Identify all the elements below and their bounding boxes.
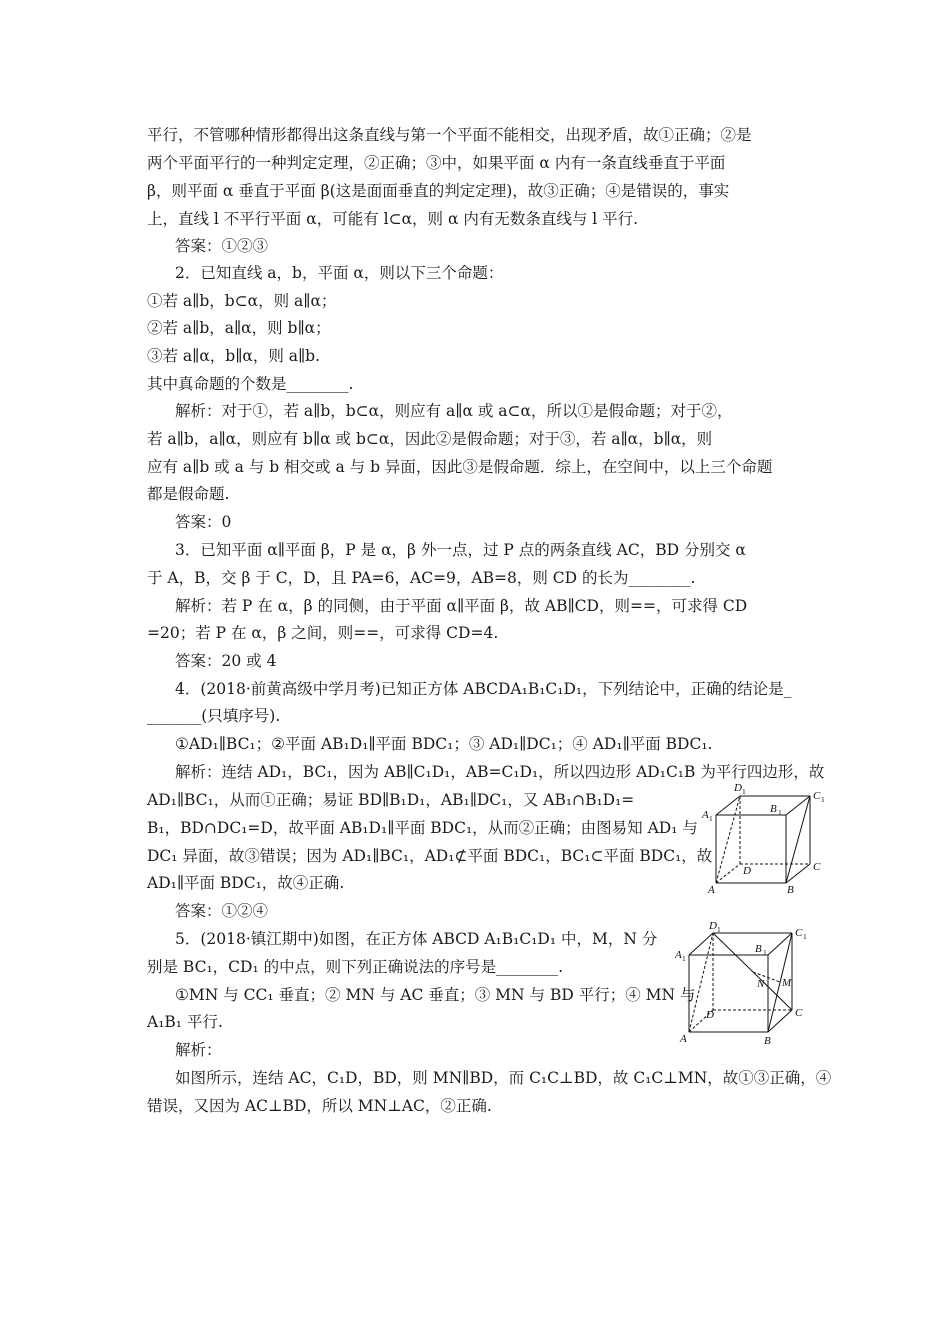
question-4-stem: 4．(2018·前黄高级中学月考)已知正方体 ABCDA₁B₁C₁D₁，下列结论中，正确的结论是_ (175, 680, 792, 698)
vertex-label: B (770, 803, 777, 815)
solution-line: 应有 a∥b 或 a 与 b 相交或 a 与 b 异面，因此③是假命题．综上，在空间中，以上三个命题 (147, 458, 773, 476)
vertex-subscript: 1 (821, 795, 825, 804)
vertex-subscript: 1 (682, 954, 686, 963)
text-line: 上，直线 l 不平行平面 α，可能有 l⊂α，则 α 内有无数条直线与 l 平行. (147, 210, 639, 228)
question-5-options: ①MN 与 CC₁ 垂直；② MN 与 AC 垂直；③ MN 与 BD 平行；④ MN 与 (175, 986, 696, 1004)
question-5-stem: 别是 BC₁，CD₁ 的中点，则下列正确说法的序号是________. (147, 958, 564, 976)
vertex-label: B (787, 884, 794, 896)
vertex-label: C (813, 861, 821, 873)
solution-line: 若 a∥b，a∥α，则应有 b∥α 或 b⊂α，因此②是假命题；对于③，若 a∥α，b∥α，则 (147, 430, 713, 448)
vertex-subscript: 1 (803, 932, 807, 941)
solution-line: 错误，又因为 AC⊥BD，所以 MN⊥AC，②正确. (147, 1097, 492, 1115)
proposition-1: ①若 a∥b，b⊂α，则 a∥α； (147, 292, 337, 310)
vertex-label: C (795, 1007, 803, 1019)
answer-line: 答案：0 (175, 513, 232, 531)
text-line: 两个平面平行的一种判定定理，②正确；③中，如果平面 α 内有一条直线垂直于平面 (147, 154, 726, 172)
vertex-label: B (764, 1035, 771, 1047)
vertex-label: D (734, 782, 742, 794)
question-4-stem: _______(只填序号). (147, 707, 281, 725)
proposition-2: ②若 a∥b，a∥α，则 b∥α； (147, 319, 331, 337)
text-line: 平行，不管哪种情形都得出这条直线与第一个平面不能相交，出现矛盾，故①正确；②是 (147, 126, 752, 144)
point-label: N (757, 978, 765, 990)
proposition-3: ③若 a∥α，b∥α，则 a∥b. (147, 347, 321, 365)
solution-line: AD₁∥平面 BDC₁，故④正确. (147, 874, 345, 892)
vertex-subscript: 1 (778, 808, 782, 817)
question-2-stem: 2．已知直线 a，b，平面 α，则以下三个命题： (175, 264, 504, 282)
vertex-label: B (755, 943, 762, 955)
solution-line: 解析：对于①，若 a∥b，b⊂α，则应有 a∥α 或 a⊂α，所以①是假命题；对于②， (175, 402, 733, 420)
solution-label: 解析： (175, 1041, 222, 1059)
vertex-subscript: 1 (717, 925, 721, 934)
vertex-label: A (675, 949, 682, 961)
question-4-options: ①AD₁∥BC₁；②平面 AB₁D₁∥平面 BDC₁；③ AD₁∥DC₁；④ AD₁∥平面 BDC₁. (175, 735, 713, 753)
cube-figure-1 (700, 778, 835, 896)
answer-line: 答案：①②③ (175, 237, 269, 255)
question-5-options: A₁B₁ 平行. (147, 1013, 223, 1031)
answer-line: 答案：①②④ (175, 902, 269, 920)
vertex-label: D (709, 920, 717, 932)
solution-line: 解析：连结 AD₁，BC₁，因为 AB∥C₁D₁，AB=C₁D₁，所以四边形 AD₁C₁B 为平行四边形，故 (175, 763, 825, 781)
text-line: β，则平面 α 垂直于平面 β(这是面面垂直的判定定理)，故③正确；④是错误的，事实 (147, 182, 730, 200)
vertex-label: C (795, 927, 803, 939)
question-5-stem: 5．(2018·镇江期中)如图，在正方体 ABCD A₁B₁C₁D₁ 中，M，N 分 (175, 930, 658, 948)
solution-line: 如图所示，连结 AC，C₁D，BD，则 MN∥BD，而 C₁C⊥BD，故 C₁C⊥MN，故①③正确，④ (175, 1069, 832, 1087)
solution-line: =20；若 P 在 α，β 之间，则==，可求得 CD=4. (147, 624, 499, 642)
vertex-label: A (708, 884, 715, 896)
point-label: M (782, 977, 792, 989)
vertex-subscript: 1 (763, 948, 767, 957)
vertex-subscript: 1 (742, 787, 746, 796)
question-2-ask: 其中真命题的个数是________. (147, 375, 354, 393)
solution-line: 都是假命题. (147, 485, 230, 503)
solution-line: AD₁∥BC₁，从而①正确；易证 BD∥B₁D₁，AB₁∥DC₁，又 AB₁∩B₁D₁= (147, 791, 635, 809)
vertex-subscript: 1 (709, 814, 713, 823)
solution-line: B₁，BD∩DC₁=D，故平面 AB₁D₁∥平面 BDC₁，从而②正确；由图易知 AD₁ 与 (147, 819, 698, 837)
cube-figure-2 (673, 920, 818, 1048)
answer-line: 答案：20 或 4 (175, 652, 277, 670)
vertex-label: D (706, 1009, 714, 1021)
vertex-label: A (680, 1033, 687, 1045)
question-3-stem: 于 A，B，交 β 于 C，D，且 PA=6，AC=9，AB=8，则 CD 的长为________. (147, 569, 696, 587)
vertex-label: D (743, 865, 751, 877)
solution-line: DC₁ 异面，故③错误；因为 AD₁∥BC₁，AD₁⊄平面 BDC₁，BC₁⊂平面 BDC₁，故 (147, 847, 713, 865)
solution-line: 解析：若 P 在 α，β 的同侧，由于平面 α∥平面 β，故 AB∥CD，则==，可求得 CD (175, 597, 748, 615)
vertex-label: C (813, 790, 821, 802)
question-3-stem: 3．已知平面 α∥平面 β，P 是 α，β 外一点，过 P 点的两条直线 AC，BD 分别交 α (175, 541, 746, 559)
vertex-label: A (702, 809, 709, 821)
